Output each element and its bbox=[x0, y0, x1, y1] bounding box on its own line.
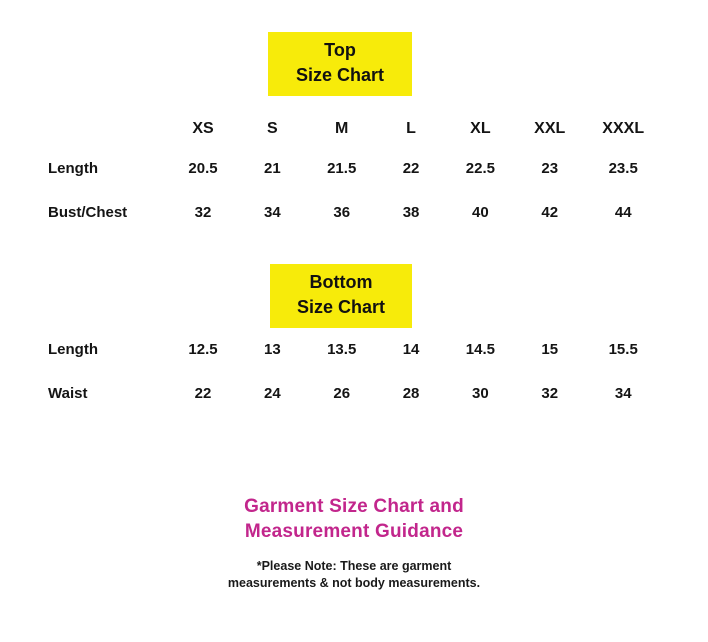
bottom-table-cell-length-xxl: 15 bbox=[541, 340, 559, 358]
bottom-table-cell-waist-m: 26 bbox=[333, 384, 351, 402]
top-table-cell-length-l: 22 bbox=[402, 159, 420, 177]
top-table-cell-bust-xs: 32 bbox=[194, 203, 212, 221]
footer-heading-line-2: Measurement Guidance bbox=[244, 521, 464, 542]
top-table-cell-length-s: 21 bbox=[264, 159, 281, 177]
top-table-column-header-xl: XL bbox=[470, 120, 491, 137]
top-table-column-header-m: M bbox=[335, 120, 349, 137]
bottom-size-chart-title-line-1: Bottom bbox=[309, 272, 373, 292]
top-table-cell-bust-l: 38 bbox=[402, 203, 420, 221]
top-table-cell-length-xl: 22.5 bbox=[465, 159, 495, 177]
top-table-cell-length-xxxl: 23.5 bbox=[608, 159, 638, 177]
table-row bbox=[48, 327, 662, 371]
top-table-column-header-l: L bbox=[406, 120, 416, 137]
top-table-row-label-length: Length bbox=[48, 159, 98, 177]
top-table-cell-bust-xxl: 42 bbox=[541, 203, 559, 221]
table-row bbox=[48, 190, 662, 234]
bottom-table-cell-length-xxxl: 15.5 bbox=[608, 340, 638, 358]
footer-note bbox=[0, 558, 708, 592]
bottom-table-cell-length-m: 13.5 bbox=[327, 340, 357, 358]
top-size-chart-title-line-2: Size Chart bbox=[295, 65, 385, 85]
bottom-table-cell-waist-s: 24 bbox=[264, 384, 281, 402]
footer-heading bbox=[0, 494, 708, 544]
top-table-cell-length-m: 21.5 bbox=[327, 159, 357, 177]
footer-note-line-1: *Please Note: These are garment bbox=[256, 559, 452, 573]
table-row bbox=[48, 146, 662, 190]
top-size-chart-title-line-1: Top bbox=[324, 40, 356, 60]
top-table-column-header-xxl: XXL bbox=[534, 120, 566, 137]
top-size-chart-table bbox=[48, 112, 662, 234]
bottom-table-cell-waist-xxl: 32 bbox=[541, 384, 559, 402]
bottom-table-cell-length-xs: 12.5 bbox=[188, 340, 218, 358]
top-table-column-header-s: S bbox=[267, 120, 278, 137]
bottom-table-cell-waist-xxxl: 34 bbox=[614, 384, 632, 402]
bottom-table-cell-length-l: 14 bbox=[402, 340, 420, 358]
footer-heading-line-1: Garment Size Chart and bbox=[244, 496, 464, 517]
top-size-chart-title bbox=[268, 32, 412, 96]
bottom-table-cell-waist-xs: 22 bbox=[194, 384, 212, 402]
top-table-corner-cell bbox=[48, 112, 168, 146]
bottom-table-row-label-waist: Waist bbox=[48, 384, 88, 402]
top-table-cell-bust-xxxl: 44 bbox=[614, 203, 632, 221]
top-table-row-label-bust-chest: Bust/Chest bbox=[48, 203, 128, 221]
table-row bbox=[48, 371, 662, 415]
table-header-row bbox=[48, 112, 662, 146]
footer bbox=[0, 494, 708, 592]
bottom-table-cell-length-xl: 14.5 bbox=[465, 340, 495, 358]
top-table-column-header-xxxl: XXXL bbox=[602, 120, 645, 137]
bottom-table-cell-length-s: 13 bbox=[264, 340, 281, 358]
bottom-table-cell-waist-xl: 30 bbox=[472, 384, 489, 402]
bottom-table-row-label-length: Length bbox=[48, 340, 98, 358]
top-table-cell-length-xs: 20.5 bbox=[188, 159, 218, 177]
top-table-cell-bust-m: 36 bbox=[333, 203, 351, 221]
bottom-size-chart-title-line-2: Size Chart bbox=[296, 297, 386, 317]
footer-note-line-2: measurements & not body measurements. bbox=[227, 576, 481, 590]
bottom-size-chart-table bbox=[48, 327, 662, 415]
bottom-size-chart-title bbox=[270, 264, 412, 328]
top-table-cell-bust-xl: 40 bbox=[472, 203, 489, 221]
top-table-column-header-xs: XS bbox=[192, 120, 214, 137]
top-table-cell-length-xxl: 23 bbox=[541, 159, 559, 177]
bottom-table-cell-waist-l: 28 bbox=[402, 384, 420, 402]
top-table-cell-bust-s: 34 bbox=[264, 203, 281, 221]
